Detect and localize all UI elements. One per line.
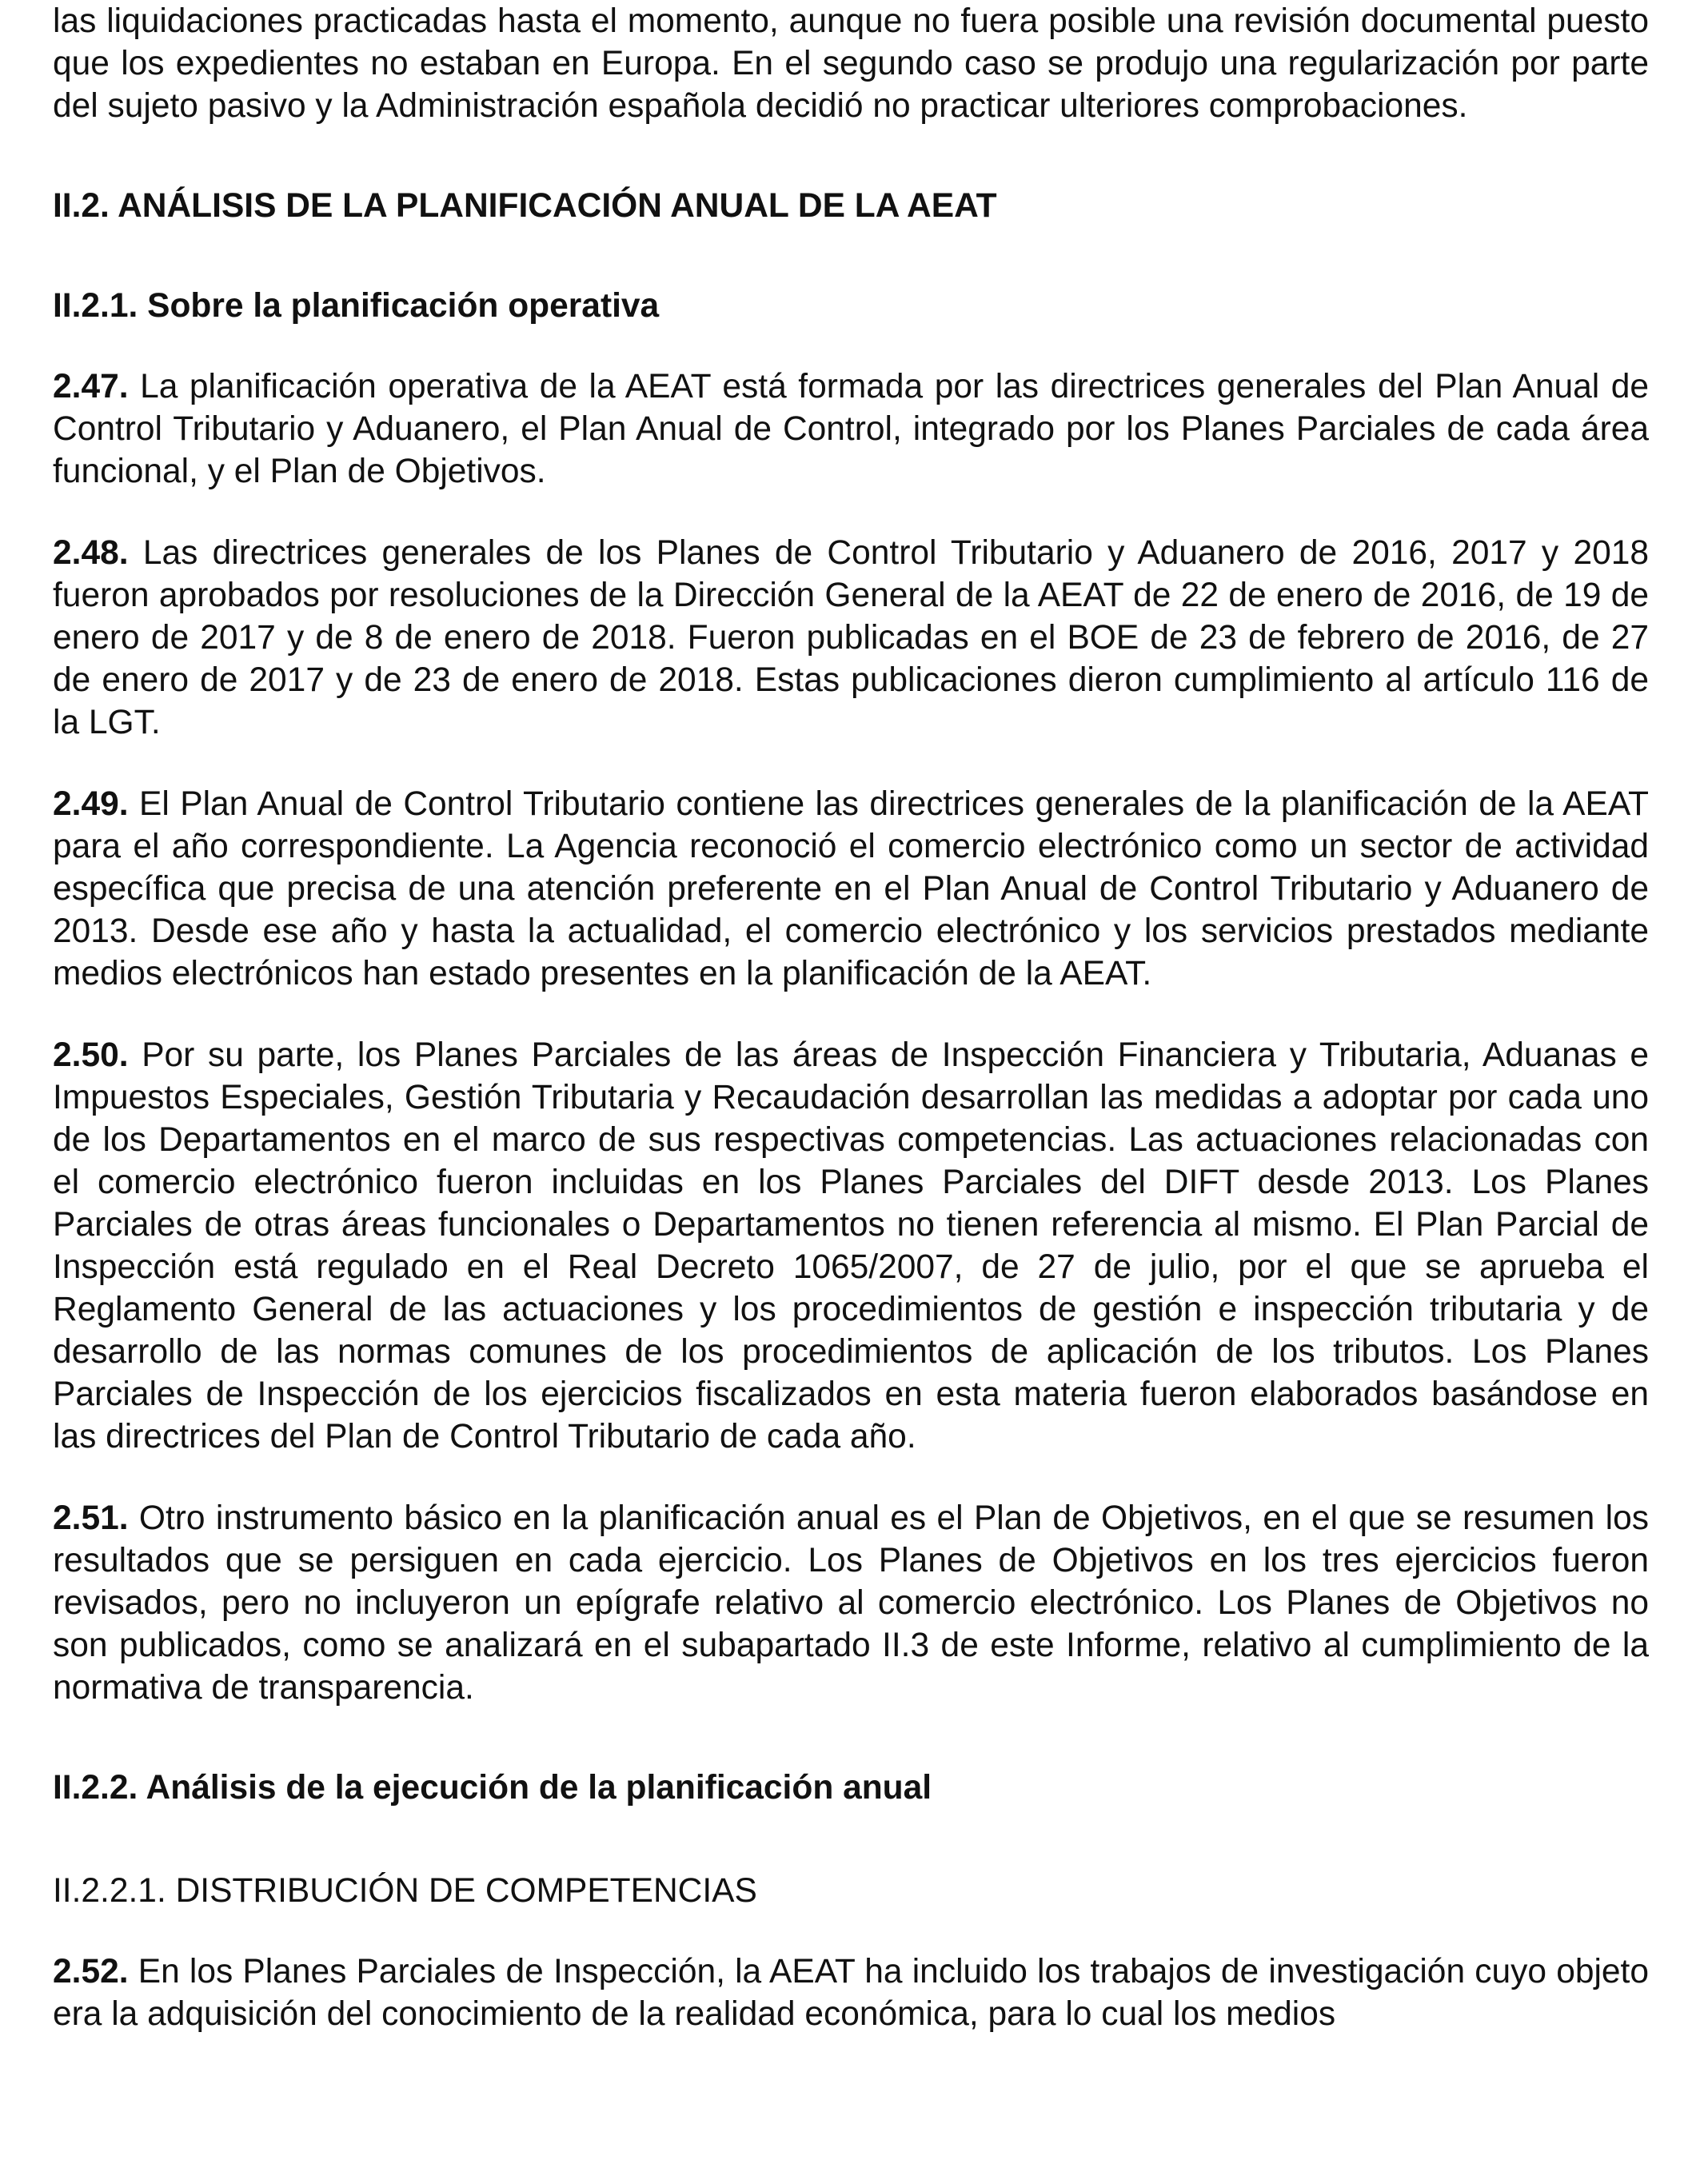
paragraph-text: La planificación operativa de la AEAT está formada por las directrices generales del Plan Anual de Control Tributario y Aduanero, el Plan Anual de Control, integrado por los Planes Parciales de cada área funcional, y el Plan de Objetivos.	[53, 368, 1649, 490]
paragraph-2-47	[53, 365, 1649, 493]
paragraph-2-52	[53, 1950, 1649, 2035]
subsection-heading-planificacion-operativa: II.2.1. Sobre la planificación operativa	[53, 287, 660, 325]
paragraph-2-49	[53, 783, 1649, 995]
paragraph-text: Por su parte, los Planes Parciales de las áreas de Inspección Financiera y Tributaria, Aduanas e Impuestos Especiales, Gestión Tributaria y Recaudación desarrollan las medidas a adoptar por cada uno de los Departamentos en el marco de sus respectivas competencias. Las actuaciones relacionadas con el comercio electrónico fueron incluidas en los Planes Parciales del DIFT desde 2013. Los Planes Parciales de otras áreas funcionales o Departamentos no tienen referencia al mismo. El Plan Parcial de Inspección está regulado en el Real Decreto 1065/2007, de 27 de julio, por el que se aprueba el Reglamento General de las actuaciones y los procedimientos de gestión e inspección tributaria y de desarrollo de las normas comunes de los procedimientos de aplicación de los tributos. Los Planes Parciales de Inspección de los ejercicios fiscalizados en esta materia fueron elaborados basándose en las directrices del Plan de Control Tributario de cada año.	[53, 1036, 1649, 1455]
paragraph-number: 2.52.	[53, 1953, 129, 1990]
document-page	[53, 0, 1649, 2035]
paragraph-text: Otro instrumento básico en la planificación anual es el Plan de Objetivos, en el que se resumen los resultados que se persiguen en cada ejercicio. Los Planes de Objetivos en los tres ejercicios fueron revisados, pero no incluyeron un epígrafe relativo al comercio electrónico. Los Planes de Objetivos no son publicados, como se analizará en el subapartado II.3 de este Informe, relativo al cumplimiento de la normativa de transparencia.	[53, 1499, 1649, 1707]
section-heading: II.2. ANÁLISIS DE LA PLANIFICACIÓN ANUAL DE LA AEAT	[53, 187, 997, 225]
paragraph-text: En los Planes Parciales de Inspección, la AEAT ha incluido los trabajos de investigación cuyo objeto era la adquisición del conocimiento de la realidad económica, para lo cual los medios	[53, 1953, 1650, 2033]
paragraph-2-50	[53, 1034, 1649, 1458]
paragraph-number: 2.47.	[53, 368, 129, 405]
paragraph-number: 2.49.	[53, 785, 129, 823]
paragraph-2-48	[53, 532, 1649, 744]
intro-paragraph: las liquidaciones practicadas hasta el momento, aunque no fuera posible una revisión documental puesto que los expedientes no estaban en Europa. En el segundo caso se produjo una regularización por parte del sujeto pasivo y la Administración española decidió no practicar ulteriores comprobaciones.	[53, 2, 1649, 125]
paragraph-text: Las directrices generales de los Planes de Control Tributario y Aduanero de 2016, 2017 y 2018 fueron aprobados por resoluciones de la Dirección General de la AEAT de 22 de enero de 2016, de 19 de enero de 2017 y de 8 de enero de 2018. Fueron publicadas en el BOE de 23 de febrero de 2016, de 27 de enero de 2017 y de 23 de enero de 2018. Estas publicaciones dieron cumplimiento al artículo 116 de la LGT.	[53, 534, 1649, 741]
subsubsection-heading-distribucion-competencias: II.2.2.1. DISTRIBUCIÓN DE COMPETENCIAS	[53, 1872, 757, 1910]
paragraph-text: El Plan Anual de Control Tributario contiene las directrices generales de la planificación de la AEAT para el año correspondiente. La Agencia reconoció el comercio electrónico como un sector de actividad específica que precisa de una atención preferente en el Plan Anual de Control Tributario y Aduanero de 2013. Desde ese año y hasta la actualidad, el comercio electrónico y los servicios prestados mediante medios electrónicos han estado presentes en la planificación de la AEAT.	[53, 785, 1649, 992]
paragraph-number: 2.48.	[53, 534, 129, 572]
paragraph-2-51	[53, 1497, 1649, 1709]
paragraph-number: 2.50.	[53, 1036, 129, 1074]
paragraph-number: 2.51.	[53, 1499, 129, 1537]
subsection-heading-ejecucion-planificacion: II.2.2. Análisis de la ejecución de la planificación anual	[53, 1769, 932, 1807]
